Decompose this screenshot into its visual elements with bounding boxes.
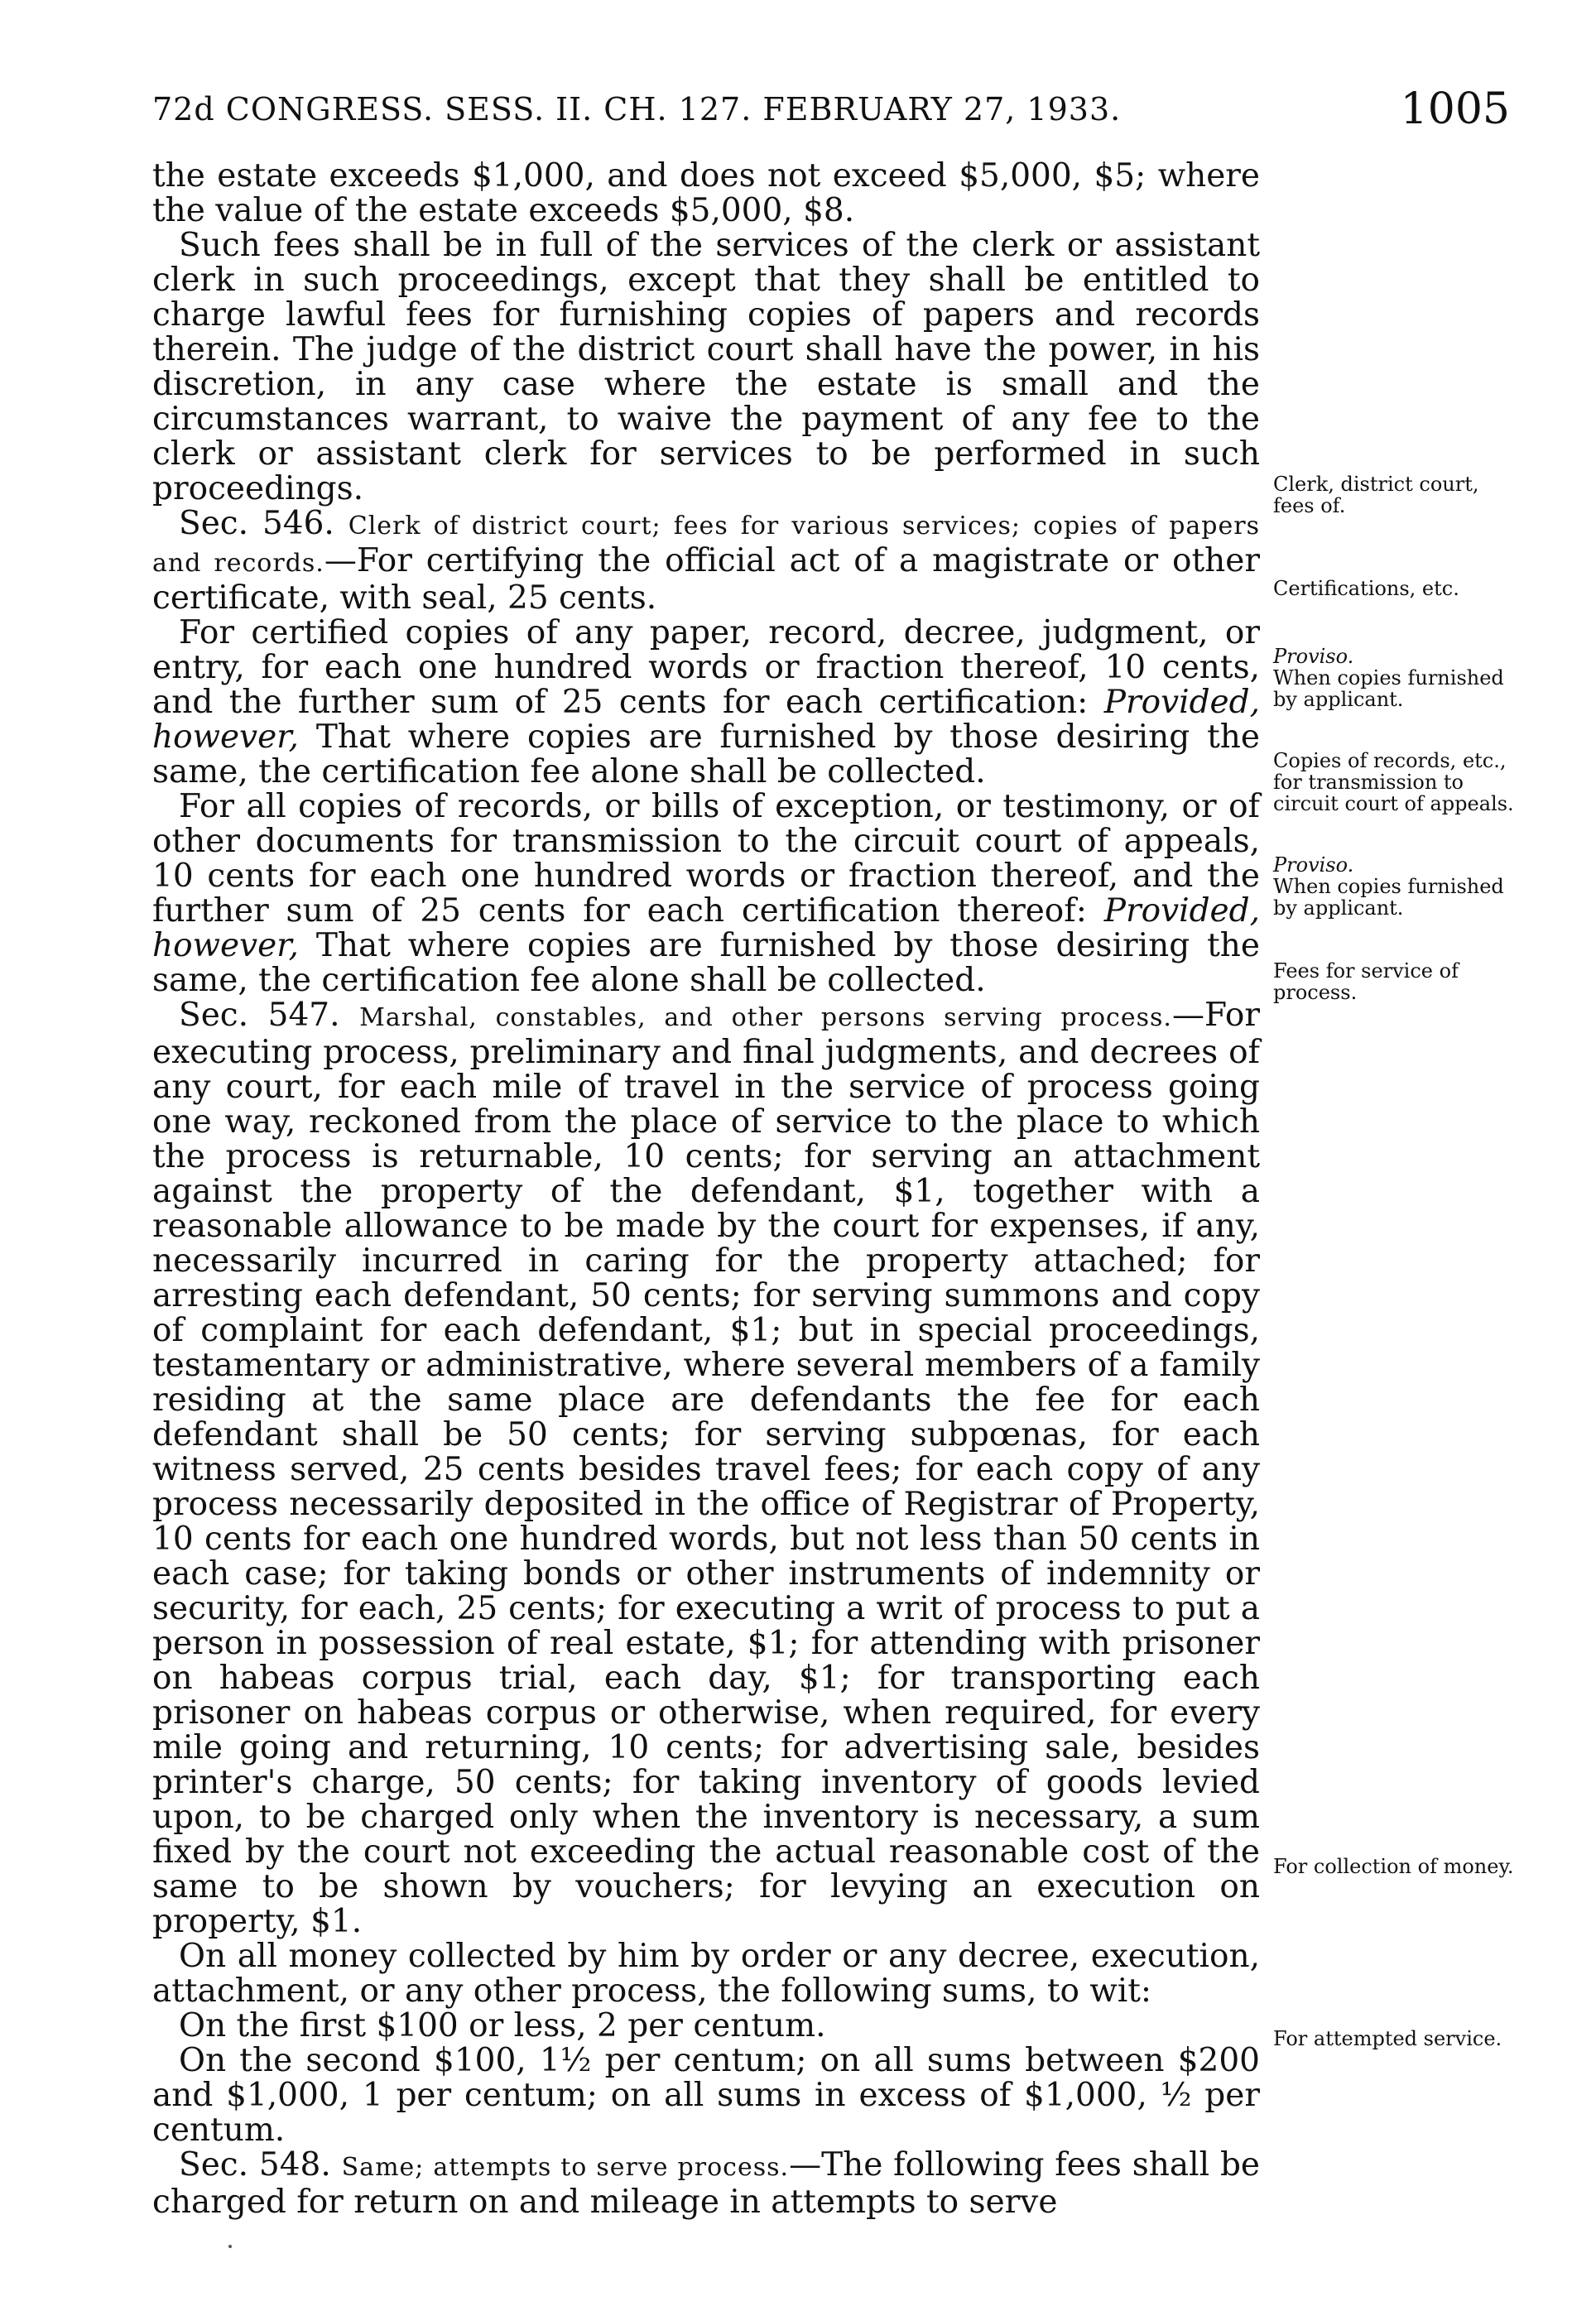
margin-note-service-of-process xyxy=(1273,960,1521,1003)
certified-copies-proviso-text: That where copies are furnished by those desiring the same, the certification fee alone shall be collected. xyxy=(152,718,1260,790)
page-number: 1005 xyxy=(1400,84,1510,134)
running-head: 72d CONGRESS. SESS. II. CH. 127. FEBRUARY 27, 1933. xyxy=(152,91,1122,127)
paragraph-fees-in-full: Such fees shall be in full of the services of the clerk or assistant clerk in such proceedings, except that they shall be entitled to charge lawful fees for furnishing copies of papers and records therein. The judge of the district court shall have the power, in his discretion, in any case where the estate is small and the circumstances warrant, to waive the payment of any fee to the clerk or assistant clerk for services to be performed in such proceedings. xyxy=(152,227,1260,507)
section-548 xyxy=(152,2148,1260,2220)
section-548-title: Same; attempts to serve process. xyxy=(341,2153,790,2182)
paragraph-second-100: On the second $100, 1½ per centum; on all sums between $200 and $1,000, 1 per centum; on all sums in excess of $1,000, ½ per centum. xyxy=(152,2042,1260,2149)
margin-note-text: Clerk, district court, fees of. xyxy=(1273,473,1479,517)
section-548-label: Sec. 548. xyxy=(179,2146,331,2184)
proviso-however: Provided, however, xyxy=(152,892,1260,964)
copies-of-records-proviso-text: That where copies are furnished by those desiring the same, the certification fee alone shall be collected. xyxy=(152,927,1260,999)
copies-of-records-text: For all copies of records, or bills of exception, or testimony, or of other documents for transmission to the circuit court of appeals, 10 cents for each one hundred words or fraction thereof, and the further sum of 25 cents for each certification thereof: xyxy=(152,788,1260,930)
margin-note-text: For attempted service. xyxy=(1273,2027,1502,2050)
margin-note-collection-of-money xyxy=(1273,1856,1521,1877)
section-548-text: —The following fees shall be charged for return on and mileage in attempts to serve xyxy=(152,2146,1261,2221)
section-546-title: Clerk of district court; fees for various services; copies of papers and records. xyxy=(152,512,1260,578)
section-547-text: —For executing process, preliminary and final judgments, and decrees of any court, for each mile of travel in the service of process going one way, reckoned from the place of service to the place to which the process is returnable, 10 cents; for serving an attachment against the property of the defendant, $1, together with a reasonable allowance to be made by the court for expenses, if any, necessarily incurred in caring for the property attached; for arresting each defendant, 50 cents; for serving summons and copy of complaint for each defendant, $1; but in special proceedings, testamentary or administrative, where several members of a family residing at the same place are defendants the fee for each defendant shall be 50 cents; for serving subpœnas, for each witness served, 25 cents besides travel fees; for each copy of any process necessarily deposited in the office of Registrar of Property, 10 cents for each one hundred words, but not less than 50 cents in each case; for taking bonds or other instruments of indemnity or security, for each, 25 cents; for executing a writ of process to put a person in possession of real estate, $1; for attending with prisoner on habeas corpus trial, each day, $1; for transporting each prisoner on habeas corpus or otherwise, when required, for every mile going and returning, 10 cents; for advertising sale, besides printer's charge, 50 cents; for taking inventory of goods levied upon, to be charged only when the inventory is necessary, a sum fixed by the court not exceeding the actual reasonable cost of the same to be shown by vouchers; for levying an execution on property, $1. xyxy=(152,997,1260,1940)
paragraph-certified-copies xyxy=(152,616,1260,790)
section-547 xyxy=(152,998,1260,1939)
section-546-label: Sec. 546. xyxy=(179,505,334,542)
paragraph-first-100: On the first $100 or less, 2 per centum. xyxy=(179,2007,826,2044)
section-547-title: Marshal, constables, and other persons serving process. xyxy=(359,1003,1172,1032)
margin-note-text: When copies furnished by applicant. xyxy=(1273,666,1504,711)
print-speck xyxy=(228,2245,232,2248)
margin-note-text: Certifications, etc. xyxy=(1273,577,1459,600)
margin-note-copies-of-records xyxy=(1273,750,1521,814)
margin-note-text: Copies of records, etc., for transmission to circuit court of appeals. xyxy=(1273,749,1514,815)
paragraph-money-collected: On all money collected by him by order or any decree, execution, attachment, or any other process, the following sums, to wit: xyxy=(152,1938,1260,2010)
margin-note-certifications xyxy=(1273,578,1521,599)
margin-note-clerk-fees xyxy=(1273,473,1521,516)
paragraph-estate-fees: the estate exceeds $1,000, and does not exceed $5,000, $5; where the value of the estate exceeds $5,000, $8. xyxy=(152,157,1260,229)
proviso-label: Proviso. xyxy=(1273,645,1354,668)
section-547-label: Sec. 547. xyxy=(179,997,340,1034)
margin-note-proviso-2 xyxy=(1273,854,1521,919)
margin-note-text: Fees for service of process. xyxy=(1273,959,1459,1004)
margin-notes xyxy=(1273,0,1521,2311)
margin-note-text: For collection of money. xyxy=(1273,1855,1514,1878)
margin-note-proviso-1 xyxy=(1273,646,1521,710)
proviso-however: Provided, however, xyxy=(152,684,1260,756)
margin-note-attempted-service xyxy=(1273,2028,1521,2049)
paragraph-copies-of-records xyxy=(152,790,1260,998)
proviso-label: Proviso. xyxy=(1273,853,1354,877)
certified-copies-text: For certified copies of any paper, record, decree, judgment, or entry, for each one hundred words or fraction thereof, 10 cents, and the further sum of 25 cents for each certification: xyxy=(152,614,1260,721)
section-546-text: —For certifying the official act of a magistrate or other certificate, with seal, 25 cents. xyxy=(152,542,1261,617)
statute-text xyxy=(152,159,1260,2220)
section-546 xyxy=(152,507,1260,616)
margin-note-text: When copies furnished by applicant. xyxy=(1273,875,1504,920)
